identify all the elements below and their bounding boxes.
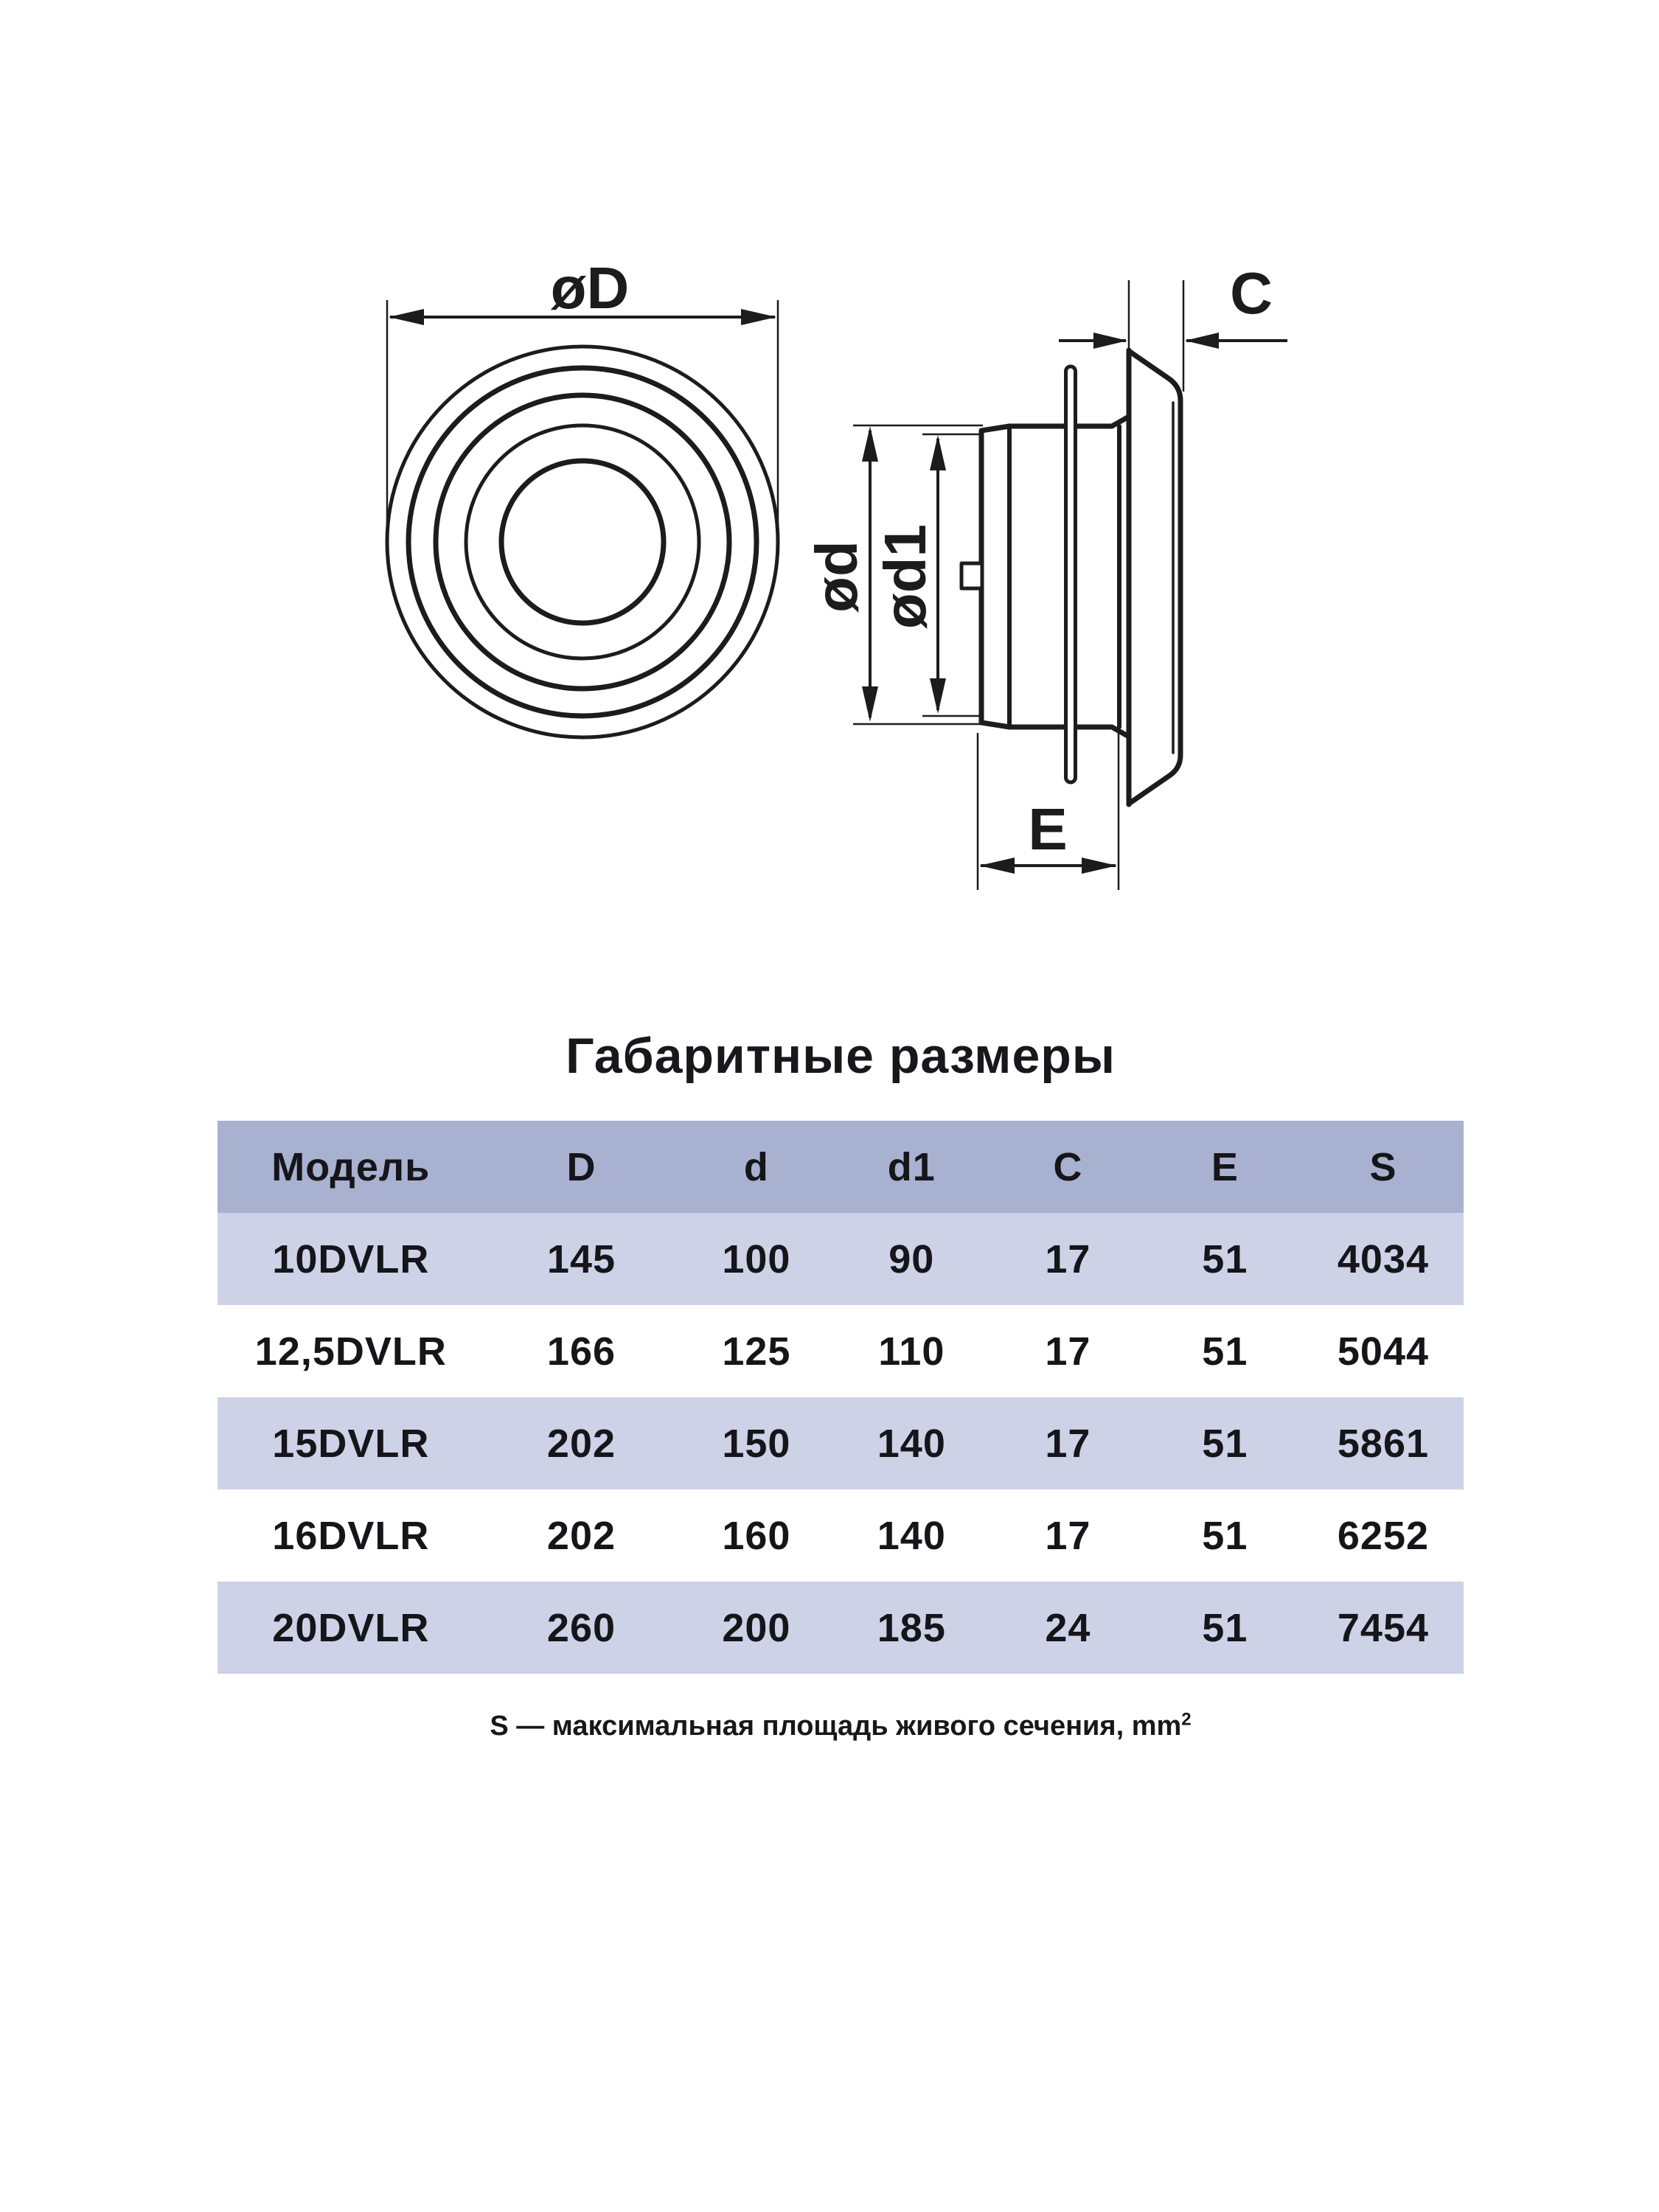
table-row-15DVLR — [218, 1397, 1464, 1489]
label-oD: øD — [550, 255, 630, 321]
cell-d: 150 — [722, 1421, 791, 1466]
cell-model: 10DVLR — [272, 1237, 430, 1281]
cell-model: 16DVLR — [272, 1513, 430, 1558]
dimensions-table — [218, 1121, 1464, 1674]
footnote-text: S — максимальная площадь живого сечения, mm — [490, 1711, 1182, 1742]
ring-outer — [387, 347, 778, 737]
cell-d1: 140 — [877, 1513, 946, 1558]
cell-model: 15DVLR — [272, 1421, 430, 1466]
table-row-10DVLR — [218, 1213, 1464, 1305]
arrowhead-left-icon — [389, 309, 424, 325]
cell-d1: 110 — [878, 1329, 945, 1374]
label-C: C — [1230, 260, 1273, 326]
cell-d: 125 — [722, 1329, 791, 1374]
col-header-C: C — [1053, 1144, 1083, 1189]
cell-E: 51 — [1202, 1513, 1248, 1558]
label-od: ød — [804, 540, 869, 613]
label-od1: ød1 — [872, 524, 938, 630]
cell-C: 24 — [1045, 1605, 1091, 1650]
arrowhead-right-icon — [1093, 333, 1127, 349]
cell-S: 5861 — [1337, 1421, 1430, 1466]
mounting-clip — [961, 563, 982, 588]
cell-d: 160 — [722, 1513, 791, 1558]
cell-E: 51 — [1202, 1421, 1248, 1466]
dimension-oD — [387, 255, 778, 543]
cell-d: 200 — [722, 1605, 791, 1650]
cell-D: 202 — [546, 1513, 616, 1558]
arrowhead-up-icon — [862, 426, 878, 462]
cell-C: 17 — [1045, 1513, 1091, 1558]
cell-C: 17 — [1045, 1421, 1091, 1466]
cell-S: 4034 — [1337, 1237, 1430, 1281]
label-E: E — [1028, 796, 1068, 862]
col-header-model: Модель — [271, 1144, 431, 1189]
col-header-d1: d1 — [887, 1144, 936, 1189]
cell-D: 260 — [546, 1605, 616, 1650]
dimension-C — [1059, 260, 1287, 392]
cell-D: 202 — [546, 1421, 616, 1466]
arrowhead-down-icon — [930, 678, 946, 714]
cell-D: 145 — [546, 1237, 616, 1281]
cell-E: 51 — [1202, 1605, 1248, 1650]
cell-E: 51 — [1202, 1237, 1248, 1281]
cell-E: 51 — [1202, 1329, 1248, 1374]
side-view — [961, 350, 1180, 804]
cell-S: 6252 — [1337, 1513, 1430, 1558]
ring-3 — [436, 395, 729, 689]
arrowhead-right-icon — [741, 309, 776, 325]
col-header-d: d — [743, 1144, 769, 1189]
cell-model: 20DVLR — [272, 1605, 430, 1650]
ring-2 — [408, 368, 757, 716]
cell-D: 166 — [546, 1329, 616, 1374]
footnote-superscript: 2 — [1181, 1709, 1192, 1730]
damper-blade — [1066, 366, 1076, 782]
cell-C: 17 — [1045, 1329, 1091, 1374]
cell-d1: 140 — [877, 1421, 946, 1466]
cell-d1: 90 — [888, 1237, 935, 1281]
section-title: Габаритные размеры — [566, 1028, 1116, 1084]
table-row-16DVLR — [218, 1489, 1464, 1582]
table-row-20DVLR — [218, 1582, 1464, 1674]
table-header-row — [218, 1121, 1464, 1213]
ring-inner — [501, 461, 664, 623]
table-row-12-5DVLR — [218, 1305, 1464, 1397]
table-footnote — [218, 1711, 1464, 1742]
cell-d1: 185 — [877, 1605, 946, 1650]
arrowhead-left-icon — [979, 858, 1015, 874]
col-header-D: D — [566, 1144, 597, 1189]
cell-d: 100 — [722, 1237, 791, 1281]
front-view — [387, 347, 778, 737]
cell-model: 12,5DVLR — [254, 1329, 447, 1374]
dimension-E — [978, 733, 1119, 890]
arrowhead-right-icon — [1082, 858, 1117, 874]
col-header-E: E — [1211, 1144, 1239, 1189]
arrowhead-left-icon — [1185, 333, 1219, 349]
arrowhead-up-icon — [930, 435, 946, 470]
col-header-S: S — [1369, 1144, 1397, 1189]
cell-S: 5044 — [1337, 1329, 1430, 1374]
cell-S: 7454 — [1337, 1605, 1430, 1650]
arrowhead-down-icon — [862, 686, 878, 722]
cell-C: 17 — [1045, 1237, 1091, 1281]
